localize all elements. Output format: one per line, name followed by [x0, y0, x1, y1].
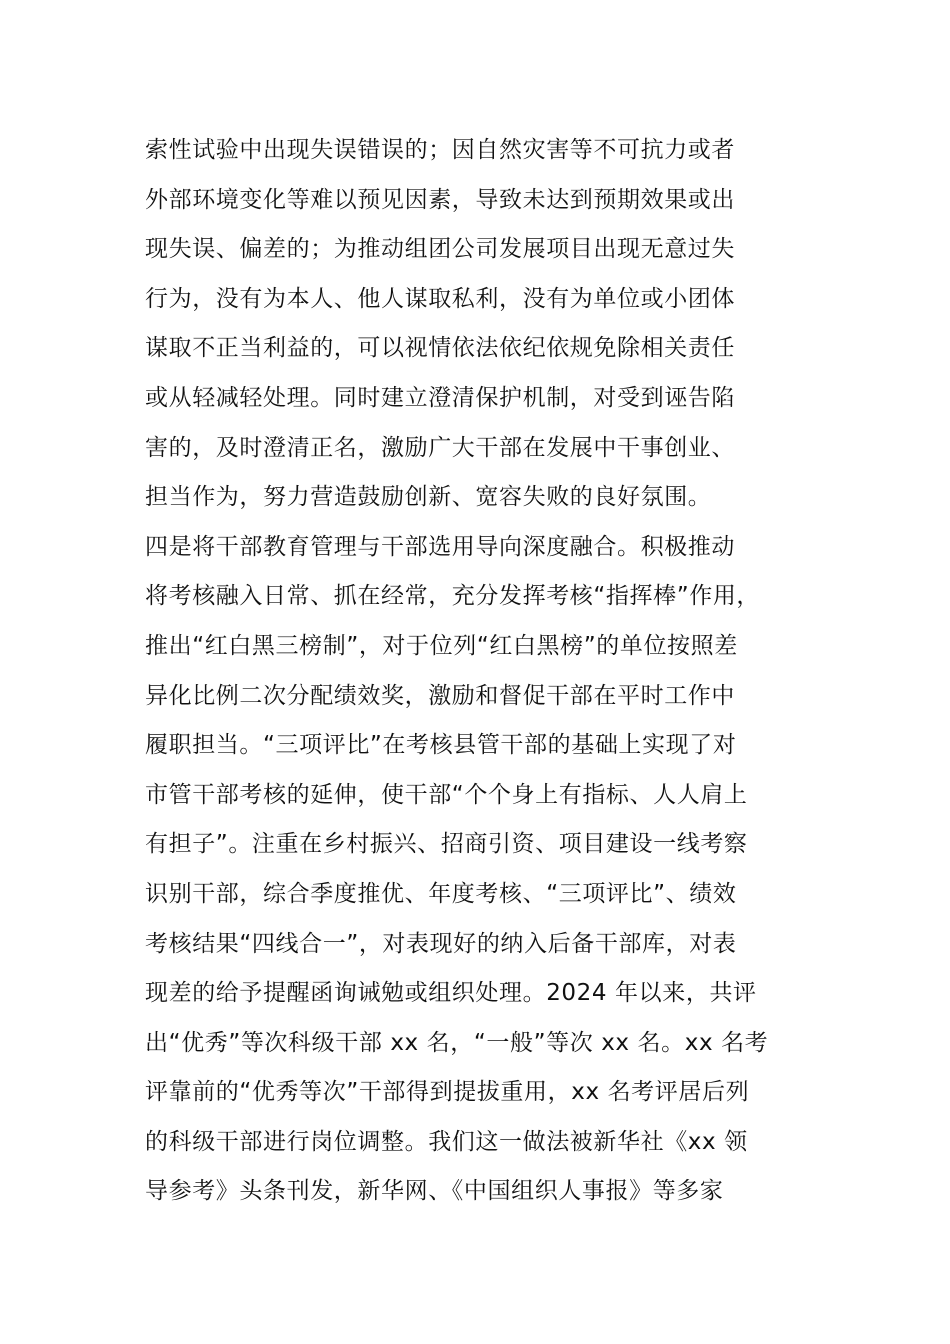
text-line: 将考核融入日常、抓在经常，充分发挥考核“指挥棒”作用， — [145, 583, 761, 610]
text-line: 履职担当。“三项评比”在考核县管干部的基础上实现了对 — [145, 732, 737, 759]
text-line: 有担子”。注重在乡村振兴、招商引资、项目建设一线考察 — [145, 831, 748, 858]
text-line: 现差的给予提醒函询诫勉或组织处理。2024 年以来，共评 — [145, 980, 757, 1007]
text-line: 考核结果“四线合一”，对表现好的纳入后备干部库，对表 — [145, 930, 737, 957]
text-line: 异化比例二次分配绩效奖，激励和督促干部在平时工作中 — [145, 682, 735, 709]
text-line: 导参考》头条刊发，新华网、《中国组织人事报》等多家 — [145, 1178, 724, 1205]
text-line: 识别干部，综合季度推优、年度考核、“三项评比”、绩效 — [145, 880, 737, 907]
text-line: 外部环境变化等难以预见因素，导致未达到预期效果或出 — [145, 186, 735, 213]
text-line: 四是将干部教育管理与干部选用导向深度融合。积极推动 — [145, 533, 735, 560]
text-line: 担当作为，努力营造鼓励创新、宽容失败的良好氛围。 — [145, 484, 712, 511]
text-line: 推出“红白黑三榜制”，对于位列“红白黑榜”的单位按照差 — [145, 632, 738, 659]
text-line: 害的，及时澄清正名，激励广大干部在发展中干事创业、 — [145, 434, 735, 461]
text-line: 现失误、偏差的；为推动组团公司发展项目出现无意过失 — [145, 236, 735, 263]
text-line: 或从轻减轻处理。同时建立澄清保护机制，对受到诬告陷 — [145, 384, 735, 411]
text-line: 谋取不正当利益的，可以视情依法依纪依规免除相关责任 — [145, 335, 735, 362]
text-line: 的科级干部进行岗位调整。我们这一做法被新华社《xx 领 — [145, 1128, 748, 1155]
text-line: 评靠前的“优秀等次”干部得到提拔重用，xx 名考评居后列 — [145, 1079, 750, 1106]
text-line: 出“优秀”等次科级干部 xx 名，“一般”等次 xx 名。xx 名考 — [145, 1029, 769, 1056]
text-line: 索性试验中出现失误错误的；因自然灾害等不可抗力或者 — [145, 137, 735, 163]
text-line: 行为，没有为本人、他人谋取私利，没有为单位或小团体 — [145, 285, 735, 312]
body-text — [145, 126, 845, 1217]
text-line: 市管干部考核的延伸，使干部“个个身上有指标、人人肩上 — [145, 781, 748, 808]
